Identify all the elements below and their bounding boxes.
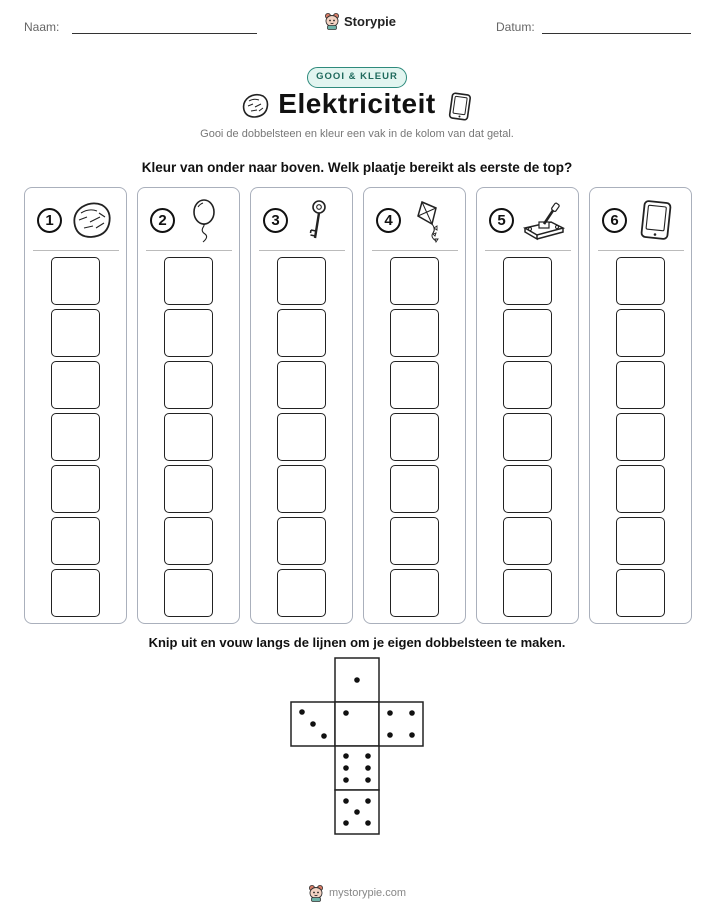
- color-box[interactable]: [503, 257, 552, 305]
- instruction: Kleur van onder naar boven. Welk plaatje bereikt als eerste de top?: [141, 160, 573, 175]
- column-1: [24, 187, 127, 624]
- color-box[interactable]: [51, 413, 100, 461]
- date-line[interactable]: [542, 33, 691, 34]
- color-box[interactable]: [164, 257, 213, 305]
- color-box[interactable]: [503, 569, 552, 617]
- color-box[interactable]: [164, 465, 213, 513]
- footer-url[interactable]: mystorypie.com: [329, 887, 407, 899]
- column-6: [589, 187, 692, 624]
- column-number: 1: [37, 208, 62, 233]
- die-face-right: [379, 702, 423, 746]
- footer: [308, 884, 406, 902]
- column-divider: [485, 250, 571, 251]
- color-box[interactable]: [164, 517, 213, 565]
- color-box[interactable]: [616, 569, 665, 617]
- brand-name: Storypie: [344, 13, 397, 29]
- color-box[interactable]: [503, 413, 552, 461]
- color-box[interactable]: [277, 465, 326, 513]
- color-box[interactable]: [616, 257, 665, 305]
- color-box[interactable]: [390, 309, 439, 357]
- page-title: Elektriciteit: [278, 88, 436, 119]
- column-divider: [33, 250, 119, 251]
- rock-icon: [69, 198, 115, 244]
- color-box[interactable]: [51, 569, 100, 617]
- color-box[interactable]: [277, 309, 326, 357]
- color-box[interactable]: [277, 569, 326, 617]
- column-4: [363, 187, 466, 624]
- color-box[interactable]: [616, 413, 665, 461]
- color-box[interactable]: [164, 309, 213, 357]
- kite-icon: [408, 198, 454, 244]
- color-box[interactable]: [503, 309, 552, 357]
- color-box[interactable]: [616, 309, 665, 357]
- brand: [324, 12, 396, 30]
- die-instruction: Knip uit en vouw langs de lijnen om je eigen dobbelsteen te maken.: [148, 635, 566, 650]
- color-box[interactable]: [616, 517, 665, 565]
- activity-badge: GOOI & KLEUR: [307, 67, 407, 88]
- die-face-lower: [335, 746, 379, 790]
- column-number: 2: [150, 208, 175, 233]
- color-box[interactable]: [390, 361, 439, 409]
- column-number: 4: [376, 208, 401, 233]
- color-box[interactable]: [51, 465, 100, 513]
- column-number: 3: [263, 208, 288, 233]
- color-box[interactable]: [164, 413, 213, 461]
- color-box[interactable]: [51, 257, 100, 305]
- color-box[interactable]: [277, 413, 326, 461]
- key-icon: [295, 198, 341, 244]
- color-box[interactable]: [503, 361, 552, 409]
- color-box[interactable]: [390, 257, 439, 305]
- balloon-icon: [182, 198, 228, 244]
- column-divider: [146, 250, 232, 251]
- column-3: [250, 187, 353, 624]
- column-2: [137, 187, 240, 624]
- column-number: 5: [489, 208, 514, 233]
- storypie-logo-icon: [324, 12, 340, 30]
- color-box[interactable]: [277, 257, 326, 305]
- column-divider: [372, 250, 458, 251]
- color-box[interactable]: [616, 361, 665, 409]
- dice-net: [290, 657, 424, 835]
- color-box[interactable]: [390, 413, 439, 461]
- die-face-center: [335, 702, 379, 746]
- color-box[interactable]: [390, 517, 439, 565]
- name-line[interactable]: [72, 33, 257, 34]
- date-label: Datum:: [496, 20, 535, 34]
- column-divider: [259, 250, 345, 251]
- column-5: [476, 187, 579, 624]
- color-box[interactable]: [503, 517, 552, 565]
- tablet-icon: [634, 198, 680, 244]
- color-box[interactable]: [164, 361, 213, 409]
- column-divider: [598, 250, 684, 251]
- color-box[interactable]: [503, 465, 552, 513]
- color-box[interactable]: [164, 569, 213, 617]
- color-box[interactable]: [390, 569, 439, 617]
- color-box[interactable]: [277, 517, 326, 565]
- color-box[interactable]: [51, 517, 100, 565]
- color-box[interactable]: [51, 361, 100, 409]
- column-number: 6: [602, 208, 627, 233]
- subtitle: Gooi de dobbelsteen en kleur een vak in de kolom van dat getal.: [200, 128, 514, 140]
- color-box[interactable]: [616, 465, 665, 513]
- color-box[interactable]: [277, 361, 326, 409]
- name-label: Naam:: [24, 20, 60, 34]
- color-box[interactable]: [51, 309, 100, 357]
- storypie-logo-icon: [308, 884, 324, 902]
- switch-icon: [521, 198, 567, 244]
- color-box[interactable]: [390, 465, 439, 513]
- tablet-icon: [447, 92, 473, 122]
